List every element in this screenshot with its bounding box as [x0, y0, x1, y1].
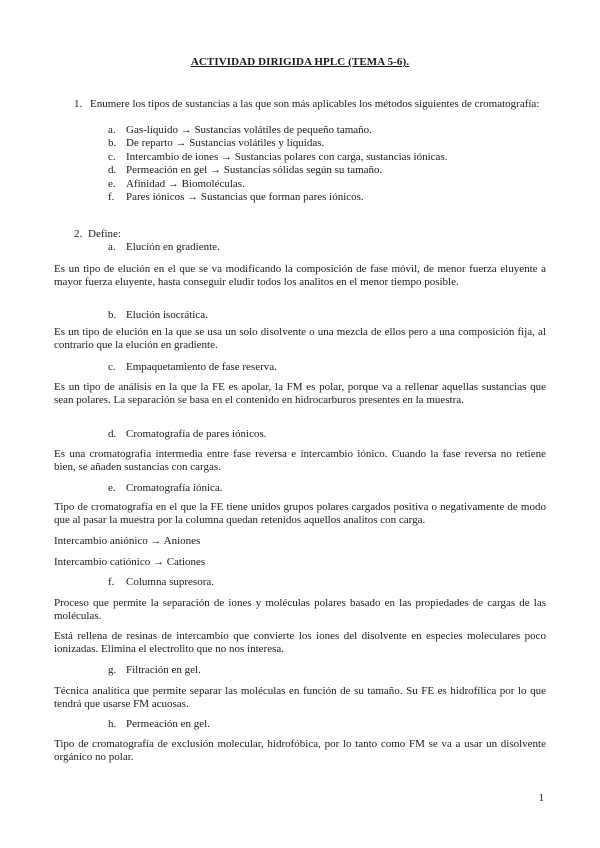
paragraph: Es un tipo de elución en el que se va modificando la composición de fase móvil, de menor fuerza eluyente a mayor fuerza eluyente, hasta conseguir eludir todos los analitos en el menor tiempo posible. [54, 263, 546, 288]
paragraph: Proceso que permite la separación de iones y moléculas polares basado en las propiedades de cargas de las moléculas. [54, 597, 546, 622]
paragraph: Está rellena de resinas de intercambio que convierte los iones del disolvente en especies moleculares poco ionizadas. Elimina el electrolito que no nos interesa. [54, 630, 546, 655]
paragraph: Técnica analítica que permite separar las moléculas en función de su tamaño. Su FE es hidrofílica por lo que tendrá que usarse FM acuosas. [54, 685, 546, 710]
paragraph: Es una cromatografía intermedia entre fase reversa e intercambio iónico. Cuando la fase reversa no retiene bien, se añaden sustancias con cargas. [54, 448, 546, 473]
page-title: ACTIVIDAD DIRIGIDA HPLC (TEMA 5-6). [190, 56, 410, 68]
question-number: 2. [74, 228, 83, 240]
document-page: ACTIVIDAD DIRIGIDA HPLC (TEMA 5-6). 1. Enumere los tipos de sustancias a las que son más aplicables los métodos siguientes de cromatografía: a. Gas-líquido → Sustancias volátiles de pequeño tamaño. b. De reparto → Sustancias volátiles y líquidas. c. Intercambio de iones → Sustancias polares con carga, sustancias iónicas. d. Permeación en gel → Sustancias sólidas según su tamaño. e. Afinidad → Biomoléculas. f. Pares iónicos → Sustancias que forman pares iónicos. 2. Define: a. Elución en gradiente. Es un tipo de elución en el que se va modificando la composición de fase móvil, de menor fuerza eluyente a mayor fuerza eluyente, hasta conseguir eludir todos los analitos en el menor tiempo posible. b. Elución isocrática. Es un tipo de elución en la que se usa un solo disolvente o una mezcla de ellos pero a una composición fija, al contrario que la elución en gradiente. c. Empaquetamiento de fase reserva. Es un tipo de análisis en la que la FE es apolar, la FM es polar, porque va a rellenar aquellas sustancias que sean polares. La separación se basa en el contenido en hidrocarburos presentes en la muestra. d. Cromatografía de pares iónicos. Es una cromatografía intermedia entre fase reversa e intercambio iónico. Cuando la fase reversa no retiene bien, se añaden sustancias con cargas. e. Cromatografía iónica. Tipo de cromatografía en el que la FE tiene unidos grupos polares cargados positiva o negativamente de modo que al pasar la muestra por la columna quedan retenidos aquellos analitos con carga. Intercambio aniónico → Aniones Intercambio catiónico → Cationes f. Columna supresora. Proceso que permite la separación de iones y moléculas polares basado en las propiedades de cargas de las moléculas. Está rellena de resinas de intercambio que convierte los iones del disolvente en especies moleculares poco ionizadas. Elimina el electrolito que no nos interesa. g. Filtración en gel. Técnica analítica que permite separar las moléculas en función de su tamaño. Su FE es hidrofílica por lo que tendrá que usarse FM acuosas. h. Permeación en gel. Tipo de cromatografía de exclusión molecular, hidrofóbica, por lo tanto como FM se va a usar un disolvente orgánico no polar. 1 [0, 0, 600, 848]
question-number: 1. [74, 98, 83, 110]
page-number: 1 [538, 792, 544, 804]
paragraph: Tipo de cromatografía en el que la FE tiene unidos grupos polares cargados positiva o negativamente de modo que al pasar la muestra por la columna quedan retenidos aquellos analitos con carga. [54, 501, 546, 526]
question-text: Define: [88, 228, 121, 240]
paragraph: Es un tipo de análisis en la que la FE es apolar, la FM es polar, porque va a rellenar aquellas sustancias que sean polares. La separación se basa en el contenido en hidrocarburos presentes en la muestra. [54, 381, 546, 406]
paragraph: Tipo de cromatografía de exclusión molecular, hidrofóbica, por lo tanto como FM se va a usar un disolvente orgánico no polar. [54, 738, 546, 763]
paragraph: Intercambio catiónico → Cationes [54, 556, 206, 568]
question-1 [74, 98, 546, 111]
question-text: Enumere los tipos de sustancias a las que son más aplicables los métodos siguientes de cromatografía: [90, 98, 540, 110]
paragraph: Intercambio aniónico → Aniones [54, 535, 201, 547]
paragraph: Es un tipo de elución en la que se usa un solo disolvente o una mezcla de ellos pero a una composición fija, al contrario que la elución en gradiente. [54, 326, 546, 351]
